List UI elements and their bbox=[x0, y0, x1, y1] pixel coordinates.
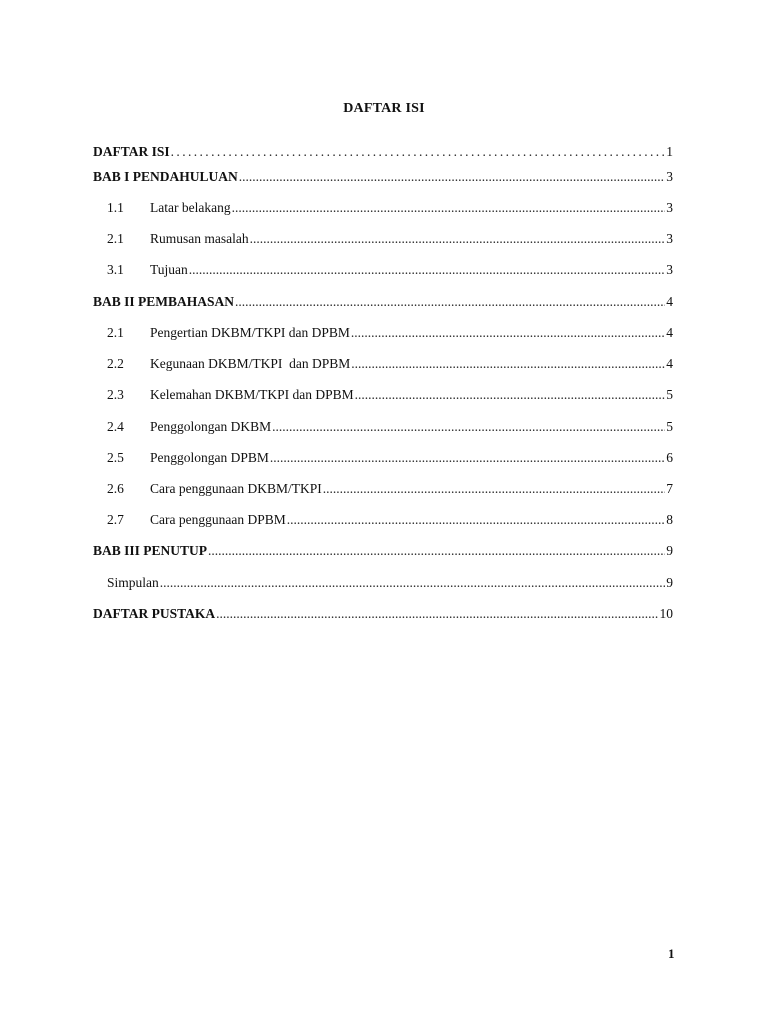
toc-chapter-label: DAFTAR ISI bbox=[93, 144, 170, 159]
toc-page-number: 9 bbox=[666, 543, 673, 558]
toc-entry bbox=[107, 574, 673, 592]
toc-leader-dots bbox=[270, 449, 665, 467]
toc-leader-dots bbox=[351, 355, 665, 373]
toc-section-label: Latar belakang bbox=[150, 200, 231, 215]
toc-entry bbox=[107, 480, 673, 498]
toc-leader-dots bbox=[160, 574, 665, 592]
toc-section-number: 1.1 bbox=[107, 200, 124, 215]
toc-section-label: Simpulan bbox=[107, 575, 159, 590]
toc-entry bbox=[107, 261, 673, 279]
toc-leader-dots bbox=[171, 143, 666, 161]
toc-leader-dots bbox=[351, 324, 665, 342]
toc-section-number: 2.2 bbox=[107, 356, 124, 371]
toc-section-number: 2.5 bbox=[107, 450, 124, 465]
toc-leader-dots bbox=[323, 480, 666, 498]
page-title: DAFTAR ISI bbox=[343, 101, 425, 116]
toc-entry bbox=[93, 293, 673, 311]
toc-section-number: 2.7 bbox=[107, 512, 124, 527]
toc-page-number: 3 bbox=[666, 200, 673, 215]
toc-leader-dots bbox=[232, 199, 666, 217]
toc-section-number: 2.6 bbox=[107, 481, 124, 496]
toc-page-number: 6 bbox=[666, 450, 673, 465]
toc-section-number: 2.4 bbox=[107, 419, 124, 434]
toc-section-label: Kelemahan DKBM/TKPI dan DPBM bbox=[150, 387, 354, 402]
toc-entry bbox=[107, 386, 673, 404]
toc-leader-dots bbox=[250, 230, 666, 248]
toc-section-number: 2.3 bbox=[107, 387, 124, 402]
toc-page-number: 3 bbox=[666, 262, 673, 277]
toc-section-label: Tujuan bbox=[150, 262, 188, 277]
toc-entry bbox=[93, 605, 673, 623]
toc-chapter-label: BAB I PENDAHULUAN bbox=[93, 169, 238, 184]
toc-leader-dots bbox=[239, 168, 665, 186]
toc-entry bbox=[107, 324, 673, 342]
toc-section-label: Penggolongan DPBM bbox=[150, 450, 269, 465]
toc-entry bbox=[107, 418, 673, 436]
toc-entry bbox=[107, 230, 673, 248]
toc-chapter-label: BAB II PEMBAHASAN bbox=[93, 294, 235, 309]
toc-section-label: Rumusan masalah bbox=[150, 231, 249, 246]
toc-section-label: Penggolongan DKBM bbox=[150, 419, 272, 434]
toc-section-number: 2.1 bbox=[107, 325, 124, 340]
toc-leader-dots bbox=[189, 261, 665, 279]
page-number: 1 bbox=[668, 946, 675, 961]
toc-page-number: 4 bbox=[666, 325, 673, 340]
toc-leader-dots bbox=[272, 418, 665, 436]
toc-chapter-label: BAB III PENUTUP bbox=[93, 543, 208, 558]
toc-page-number: 3 bbox=[666, 169, 673, 184]
toc-page-number: 4 bbox=[666, 294, 673, 309]
toc-entry bbox=[107, 511, 673, 529]
toc-leader-dots bbox=[355, 386, 666, 404]
toc-leader-dots bbox=[235, 293, 665, 311]
toc-section-label: Cara penggunaan DKBM/TKPI bbox=[150, 481, 322, 496]
toc-section-number: 3.1 bbox=[107, 262, 124, 277]
toc-entry bbox=[93, 168, 673, 186]
toc-section-label: Cara penggunaan DPBM bbox=[150, 512, 286, 527]
toc-page-number: 8 bbox=[666, 512, 673, 527]
toc-page-number: 4 bbox=[666, 356, 673, 371]
toc-chapter-label: DAFTAR PUSTAKA bbox=[93, 606, 216, 621]
toc-page-number: 5 bbox=[666, 419, 673, 434]
toc-page-number: 1 bbox=[666, 144, 673, 159]
toc-entry bbox=[93, 143, 673, 161]
toc-page-number: 10 bbox=[659, 606, 673, 621]
toc-entry bbox=[107, 449, 673, 467]
toc-leader-dots bbox=[208, 542, 665, 560]
toc-page-number: 3 bbox=[666, 231, 673, 246]
toc-section-label: Pengertian DKBM/TKPI dan DPBM bbox=[150, 325, 350, 340]
toc-entry bbox=[107, 199, 673, 217]
toc-page-number: 7 bbox=[666, 481, 673, 496]
toc-page-number: 9 bbox=[666, 575, 673, 590]
toc-leader-dots bbox=[216, 605, 658, 623]
toc-section-number: 2.1 bbox=[107, 231, 124, 246]
toc-leader-dots bbox=[287, 511, 666, 529]
toc-section-label: Kegunaan DKBM/TKPI dan DPBM bbox=[150, 356, 351, 371]
toc-entry bbox=[93, 542, 673, 560]
toc-entry bbox=[107, 355, 673, 373]
toc-page-number: 5 bbox=[666, 387, 673, 402]
